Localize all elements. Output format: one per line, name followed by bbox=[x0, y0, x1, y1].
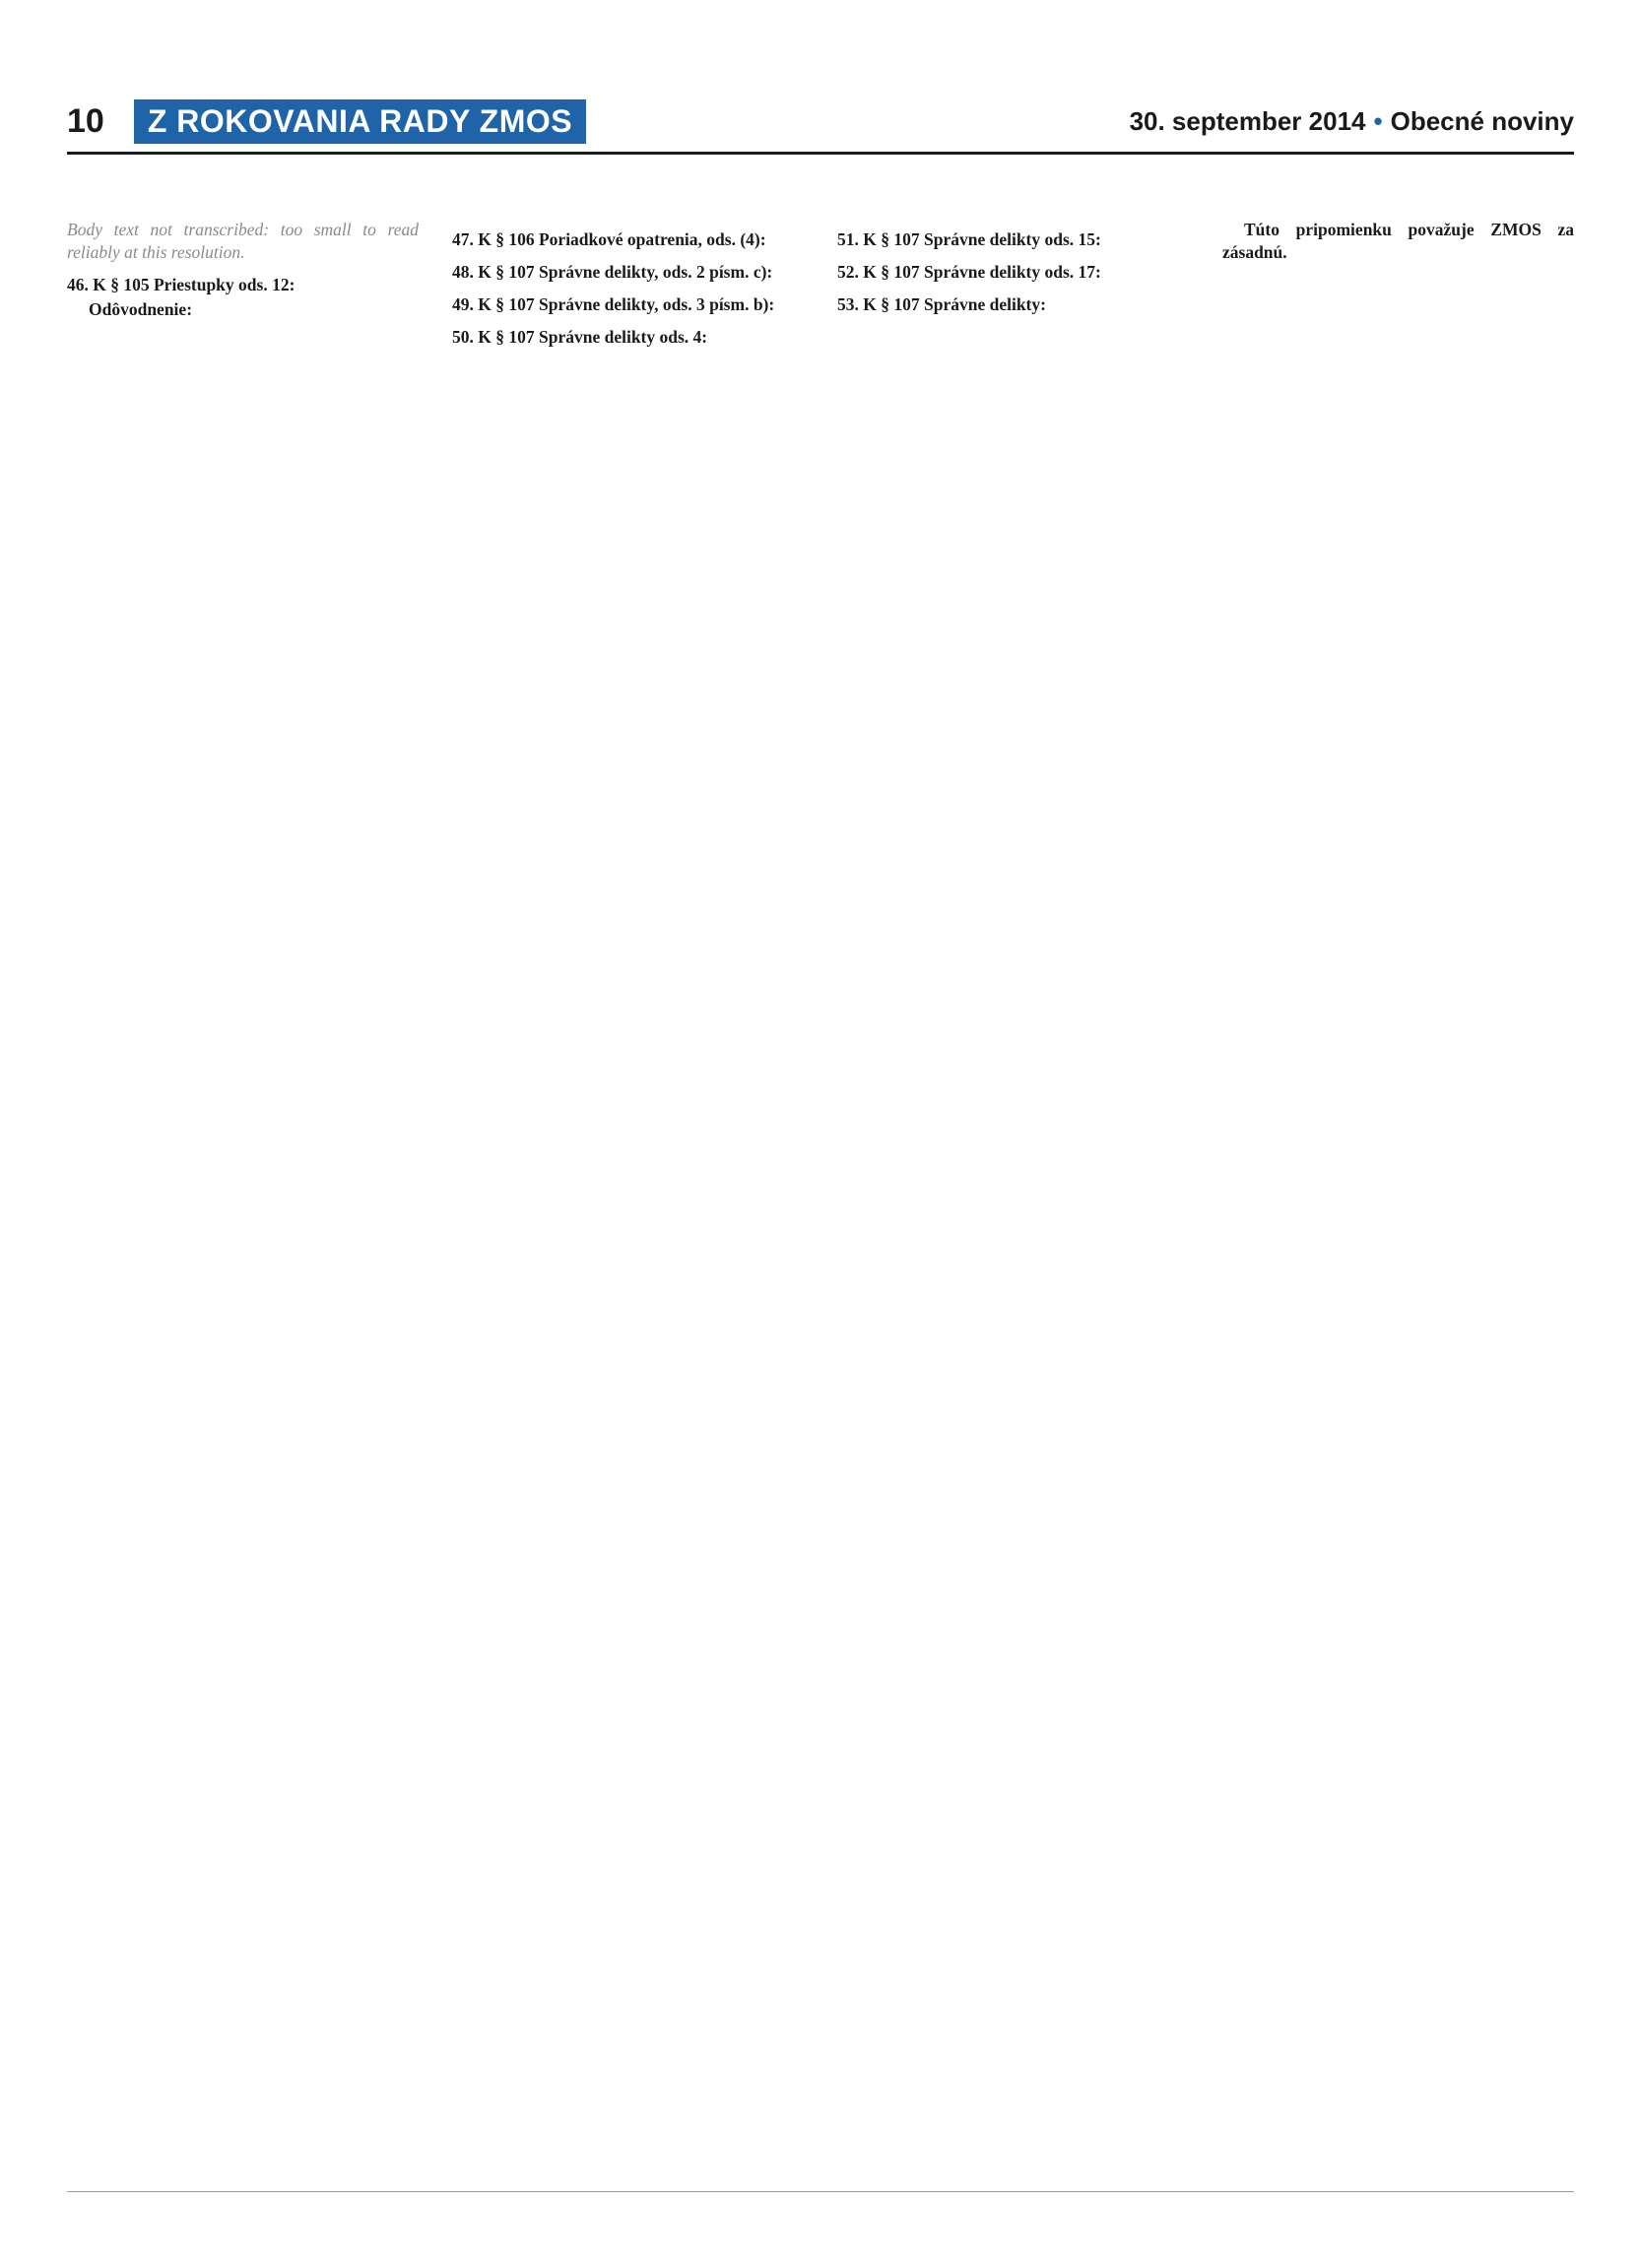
publication-name: Obecné noviny bbox=[1390, 105, 1574, 136]
section-heading: 50. K § 107 Správne delikty ods. 4: bbox=[452, 327, 708, 348]
separator-dot: • bbox=[1373, 105, 1383, 136]
section-heading: 48. K § 107 Správne delikty, ods. 2 písm. c): bbox=[452, 262, 773, 283]
page-header bbox=[67, 91, 1574, 155]
column-3 bbox=[837, 219, 1189, 2178]
section-heading: 53. K § 107 Správne delikty: bbox=[837, 294, 1046, 315]
justification-label: Odôvodnenie: bbox=[89, 299, 193, 320]
fundamental-remark: Túto pripomienku považuje ZMOS za zásadnú. bbox=[1222, 220, 1574, 263]
column-2 bbox=[452, 219, 804, 2178]
article-columns bbox=[67, 219, 1574, 2178]
untranscribed-text: Body text not transcribed: too small to read reliably at this resolution. bbox=[67, 220, 419, 263]
footer-rule bbox=[67, 2191, 1574, 2192]
section-title: Z ROKOVANIA RADY ZMOS bbox=[134, 99, 586, 144]
page-number: 10 bbox=[67, 101, 104, 140]
section-heading: 47. K § 106 Poriadkové opatrenia, ods. (4): bbox=[452, 229, 766, 249]
issue-date: 30. september 2014 bbox=[1129, 105, 1366, 136]
section-heading: 49. K § 107 Správne delikty, ods. 3 písm. b): bbox=[452, 294, 775, 315]
section-heading: 46. K § 105 Priestupky ods. 12: bbox=[67, 275, 295, 295]
masthead bbox=[1130, 106, 1574, 137]
column-4 bbox=[1222, 219, 1574, 2178]
section-heading: 51. K § 107 Správne delikty ods. 15: bbox=[837, 229, 1101, 249]
column-1 bbox=[67, 219, 419, 2178]
section-heading: 52. K § 107 Správne delikty ods. 17: bbox=[837, 262, 1101, 283]
